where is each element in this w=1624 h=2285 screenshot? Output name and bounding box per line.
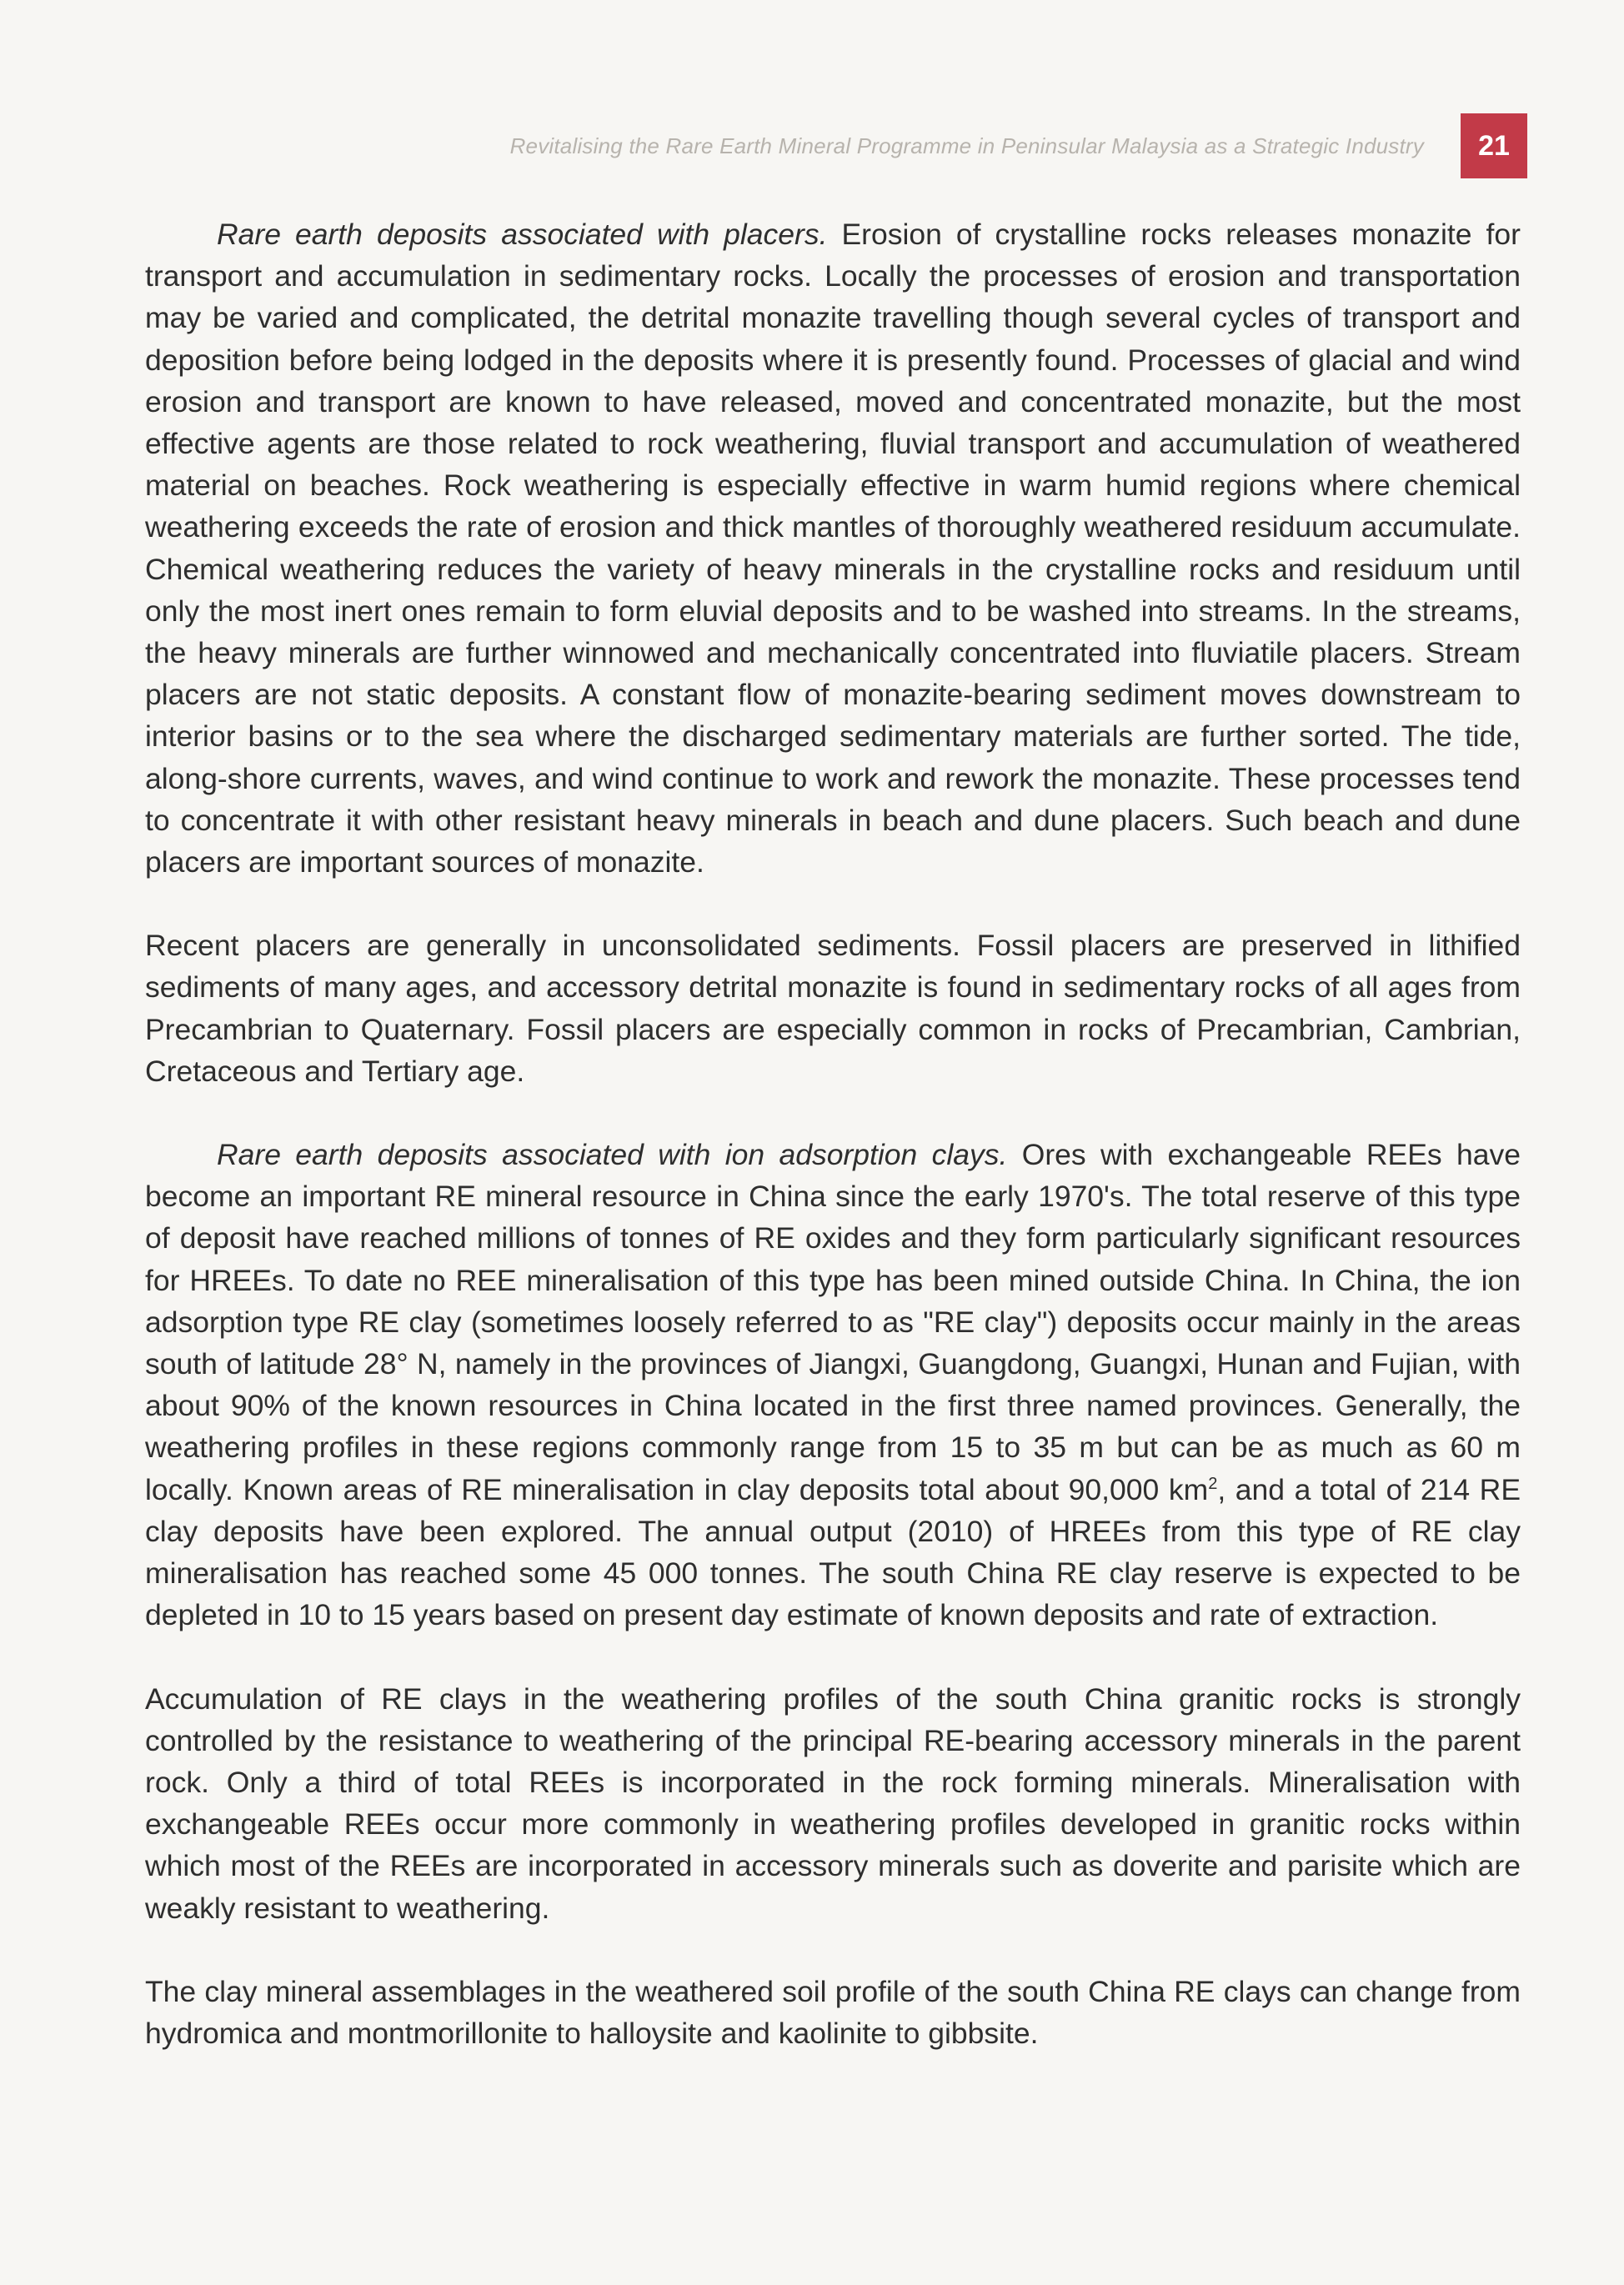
paragraph-placers (145, 213, 1521, 883)
paragraph-text-recent-placers: Recent placers are generally in unconsolidated sediments. Fossil placers are preserved in lithified sediments of many ages, and accessory detrital monazite is found in sedimentary rocks of all ages from Precambrian to Quaternary. Fossil placers are especially common in rocks of Precambrian, Cambrian, Cretaceous and Tertiary age. (145, 929, 1521, 1088)
paragraph-lead-ion-adsorption: Rare earth deposits associated with ion adsorption clays. (217, 1138, 1008, 1172)
paragraph-text-clay-minerals: The clay mineral assemblages in the weathered soil profile of the south China RE clays can change from hydromica and montmorillonite to halloysite and kaolinite to gibbsite. (145, 1974, 1521, 2050)
superscript-squared: 2 (1208, 1474, 1218, 1493)
paragraph-lead-placers: Rare earth deposits associated with placers. (217, 218, 828, 251)
paragraph-accumulation (145, 1678, 1521, 1929)
page-number-badge: 21 (1461, 113, 1527, 178)
paragraph-text-placers: Erosion of crystalline rocks releases monazite for transport and accumulation in sedimentary rocks. Locally the processes of erosion and transportation may be varied and complicated, the detrital monazite travelling though several cycles of transport and deposition before being lodged in the deposits where it is presently found. Processes of glacial and wind erosion and transport are known to have released, moved and concentrated monazite, but the most effective agents are those related to rock weathering, fluvial transport and accumulation of weathered material on beaches. Rock weathering is especially effective in warm humid regions where chemical weathering exceeds the rate of erosion and thick mantles of thoroughly weathered residuum accumulate. Chemical weathering reduces the variety of heavy minerals in the crystalline rocks and residuum until only the most inert ones remain to form eluvial deposits and to be washed into streams. In the streams, the heavy minerals are further winnowed and mechanically concentrated into fluviatile placers. Stream placers are not static deposits. A constant flow of monazite-bearing sediment moves downstream to interior basins or to the sea where the discharged sedimentary materials are further sorted. The tide, along-shore currents, waves, and wind continue to work and rework the monazite. These processes tend to concentrate it with other resistant heavy minerals in beach and dune placers. Such beach and dune placers are important sources of monazite. (145, 218, 1521, 879)
running-header: Revitalising the Rare Earth Mineral Programme in Peninsular Malaysia as a Strategic Industry (509, 133, 1424, 158)
paragraph-ion-adsorption (145, 1134, 1521, 1636)
body-text (145, 213, 1521, 2054)
paragraph-text-ion-adsorption-b: , and a total of 214 RE clay deposits have been explored. The annual output (2010) of HREEs from this type of RE clay mineralisation has reached some 45 000 tonnes. The south China RE clay reserve is expected to be depleted in 10 to 15 years based on present day estimate of known deposits and rate of extraction. (145, 1472, 1521, 1632)
paragraph-text-ion-adsorption-a: Ores with exchangeable REEs have become an important RE mineral resource in China since the early 1970's. The total reserve of this type of deposit have reached millions of tonnes of RE oxides and they form particularly significant resources for HREEs. To date no REE mineralisation of this type has been mined outside China. In China, the ion adsorption type RE clay (sometimes loosely referred to as "RE clay") deposits occur mainly in the areas south of latitude 28° N, namely in the provinces of Jiangxi, Guangdong, Guangxi, Hunan and Fujian, with about 90% of the known resources in China located in the first three named provinces. Generally, the weathering profiles in these regions commonly range from 15 to 35 m but can be as much as 60 m locally. Known areas of RE mineralisation in clay deposits total about 90,000 km (145, 1138, 1521, 1506)
paragraph-text-accumulation: Accumulation of RE clays in the weathering profiles of the south China granitic rocks is strongly controlled by the resistance to weathering of the principal RE-bearing accessory minerals in the parent rock. Only a third of total REEs is incorporated in the rock forming minerals. Mineralisation with exchangeable REEs occur more commonly in weathering profiles developed in granitic rocks within which most of the REEs are incorporated in accessory minerals such as doverite and parisite which are weakly resistant to weathering. (145, 1681, 1521, 1925)
paragraph-clay-minerals (145, 1971, 1521, 2054)
paragraph-recent-placers (145, 925, 1521, 1092)
